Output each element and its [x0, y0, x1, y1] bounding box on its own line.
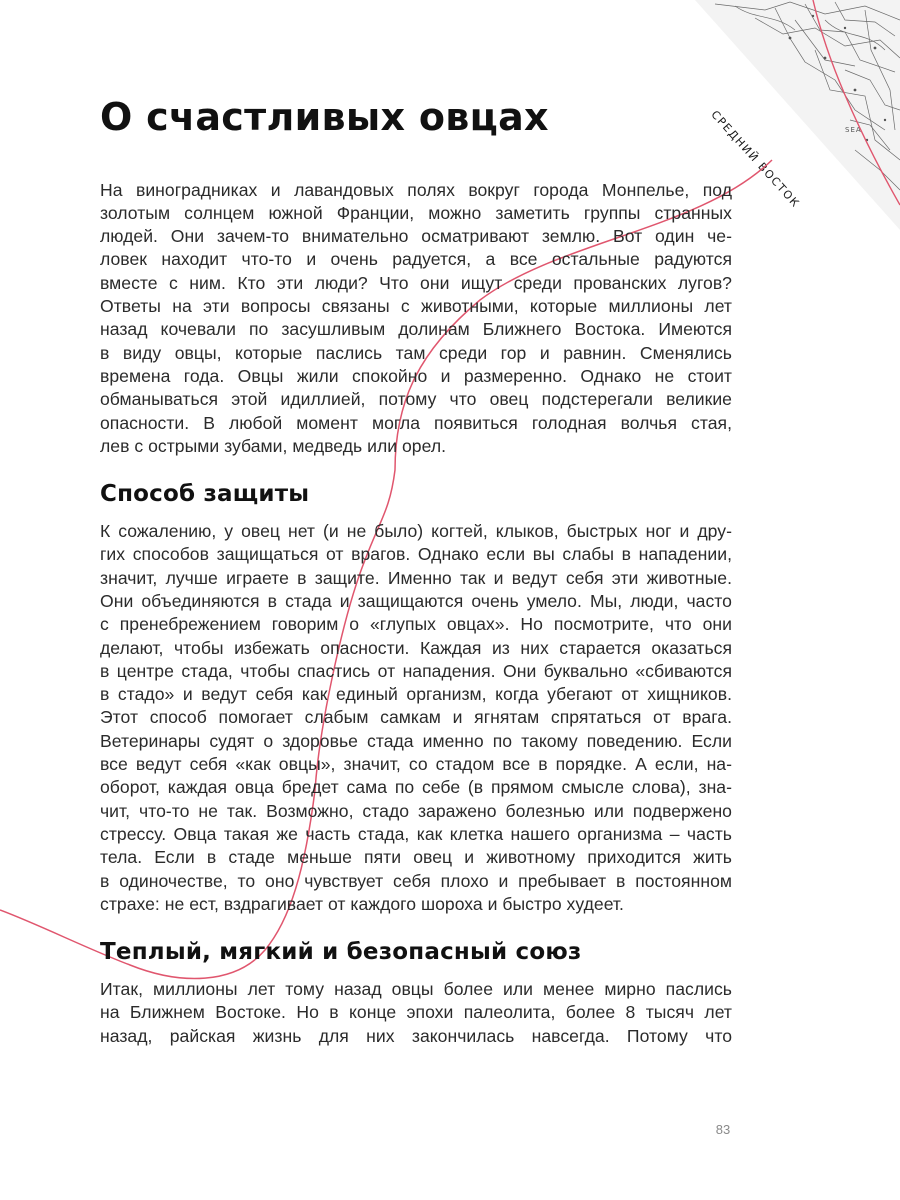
- text-line: чит, что-то не так. Возможно, стадо заражено болезнью или подвержено: [100, 800, 732, 821]
- text-line: в виду овцы, которые паслись там среди гор и равнин. Сменялись: [100, 342, 732, 363]
- text-line: назад кочевали по засушливым долинам Ближнего Востока. Имеются: [100, 319, 732, 340]
- text-line: с пренебрежением говорим о «глупых овцах». Но посмотрите, что они: [100, 614, 732, 635]
- text-line: Они объединяются в стада и защищаются очень умело. Мы, люди, часто: [100, 590, 732, 611]
- text-line: на Ближнем Востоке. Но в конце эпохи палеолита, более 8 тысяч лет: [100, 1002, 732, 1023]
- text-line: страхе: не ест, вздрагивает от каждого шороха и быстро худеет.: [100, 893, 624, 914]
- text-line: Итак, миллионы лет тому назад овцы более или менее мирно паслись: [100, 978, 732, 999]
- text-line: вместе с ним. Кто эти люди? Что они ищут среди прованских лугов?: [100, 272, 732, 293]
- defense-paragraph: [100, 520, 732, 916]
- text-line: опасности. В любой момент могла появиться голодная волчья стая,: [100, 412, 732, 433]
- section-heading-defense: Способ защиты: [100, 481, 310, 508]
- alliance-paragraph: [100, 978, 732, 1048]
- text-line: оборот, каждая овца бредет сама по себе (в прямом смысле слова), зна-: [100, 777, 732, 798]
- text-line: Ветеринары судят о здоровье стада именно по такому поведению. Если: [100, 730, 732, 751]
- page-number: 83: [715, 1122, 731, 1137]
- article-body: [100, 95, 732, 1048]
- text-line: На виноградниках и лавандовых полях вокруг города Монпелье, под: [100, 179, 732, 200]
- text-line: в центре стада, чтобы спастись от нападения. Они буквально «сбиваются: [100, 660, 732, 681]
- intro-paragraph: [100, 179, 732, 459]
- text-line: значит, лучше играете в защите. Именно так и ведут себя эти животные.: [100, 567, 732, 588]
- text-line: тела. Если в стаде меньше пяти овец и животному приходится жить: [100, 847, 732, 868]
- text-line: лев с острыми зубами, медведь или орел.: [100, 435, 447, 456]
- map-sea-label: SEA: [845, 126, 862, 134]
- text-line: назад, райская жизнь для них закончилась навсегда. Потому что: [100, 1025, 732, 1046]
- section-tab-label: СРЕДНИЙ ВОСТОК: [708, 108, 803, 211]
- page-title: О счастливых овцах: [100, 95, 549, 139]
- text-line: Ответы на эти вопросы связаны с животными, которые миллионы лет: [100, 296, 732, 317]
- section-heading-alliance: Теплый, мягкий и безопасный союз: [100, 939, 582, 966]
- text-line: в стадо» и ведут себя как единый организм, когда убегают от хищников.: [100, 684, 732, 705]
- text-line: стрессу. Овца такая же часть стада, как клетка нашего организма – часть: [100, 823, 732, 844]
- text-line: ловек находит что-то и очень радуется, а все остальные радуются: [100, 249, 732, 270]
- text-line: гих способов защищаться от врагов. Однако если вы слабы в нападении,: [100, 544, 732, 565]
- text-line: людей. Они зачем-то внимательно осматривают землю. Вот один че-: [100, 226, 732, 247]
- text-line: Этот способ помогает слабым самкам и ягнятам спрятаться от врага.: [100, 707, 732, 728]
- text-line: в одиночестве, то оно чувствует себя плохо и пребывает в постоянном: [100, 870, 732, 891]
- text-line: делают, чтобы избежать опасности. Каждая из них старается оказаться: [100, 637, 732, 658]
- text-line: времена года. Овцы жили спокойно и размеренно. Однако не стоит: [100, 365, 732, 386]
- text-line: все ведут себя «как овцы», значит, со стадом все в порядке. А если, на-: [100, 754, 732, 775]
- text-line: К сожалению, у овец нет (и не было) когтей, клыков, быстрых ног и дру-: [100, 521, 732, 542]
- text-line: обманываться этой идиллией, потому что овец подстерегали великие: [100, 389, 732, 410]
- text-line: золотым солнцем южной Франции, можно заметить группы странных: [100, 202, 732, 223]
